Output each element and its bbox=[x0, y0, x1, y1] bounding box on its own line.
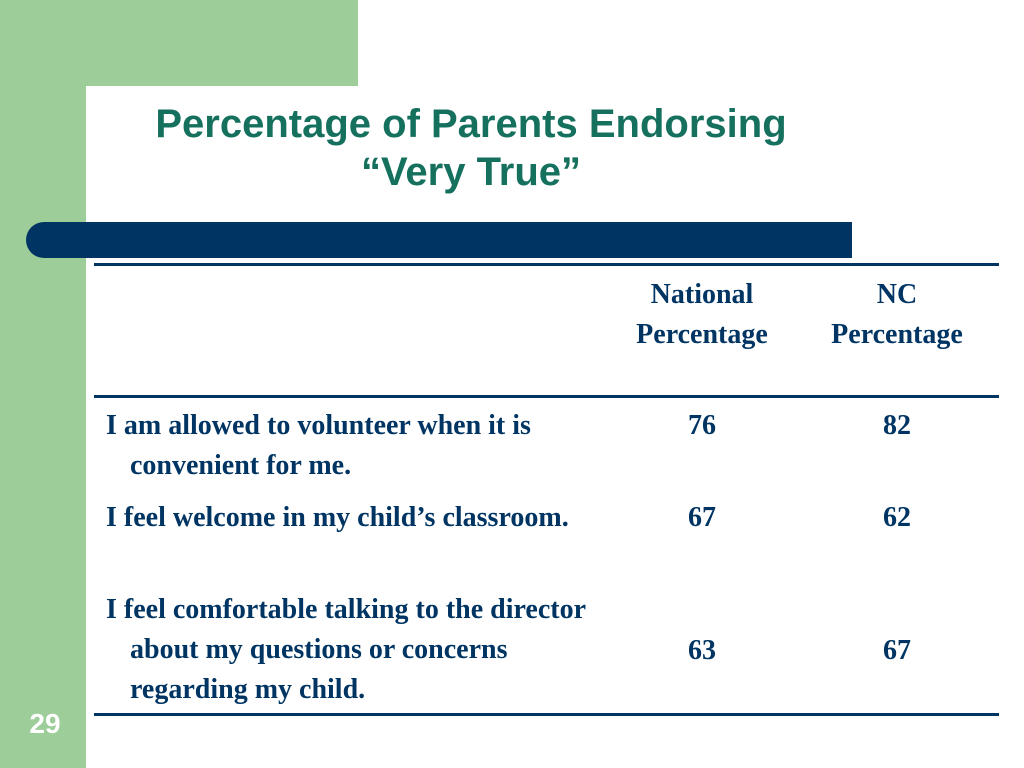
row-nc-comfortable: 67 bbox=[883, 635, 911, 666]
row-label-volunteer: I am allowed to volunteer when it is convenient for me. bbox=[106, 410, 531, 481]
title-underline-bar bbox=[26, 222, 852, 258]
row-national-comfortable: 63 bbox=[688, 635, 716, 666]
row-nc-volunteer: 82 bbox=[883, 410, 911, 441]
slide-number: 29 bbox=[29, 708, 61, 739]
table-bottom-rule bbox=[94, 713, 999, 716]
slide-title-line1: Percentage of Parents Endorsing bbox=[155, 102, 787, 146]
header-nc: NC Percentage bbox=[831, 279, 963, 350]
row-label-welcome: I feel welcome in my child’s classroom. bbox=[106, 502, 569, 533]
slide-title-line2: “Very True” bbox=[360, 150, 582, 194]
table-header-rule bbox=[94, 395, 999, 398]
slide-title bbox=[106, 100, 836, 196]
green-left-band bbox=[0, 0, 86, 768]
row-label-comfortable: I feel comfortable talking to the director about my questions or concerns regarding my child. bbox=[106, 594, 586, 705]
row-national-welcome: 67 bbox=[688, 502, 716, 533]
row-national-volunteer: 76 bbox=[688, 410, 716, 441]
table-top-rule bbox=[94, 263, 999, 266]
header-national: National Percentage bbox=[636, 279, 768, 350]
row-nc-welcome: 62 bbox=[883, 502, 911, 533]
results-table bbox=[94, 263, 999, 717]
